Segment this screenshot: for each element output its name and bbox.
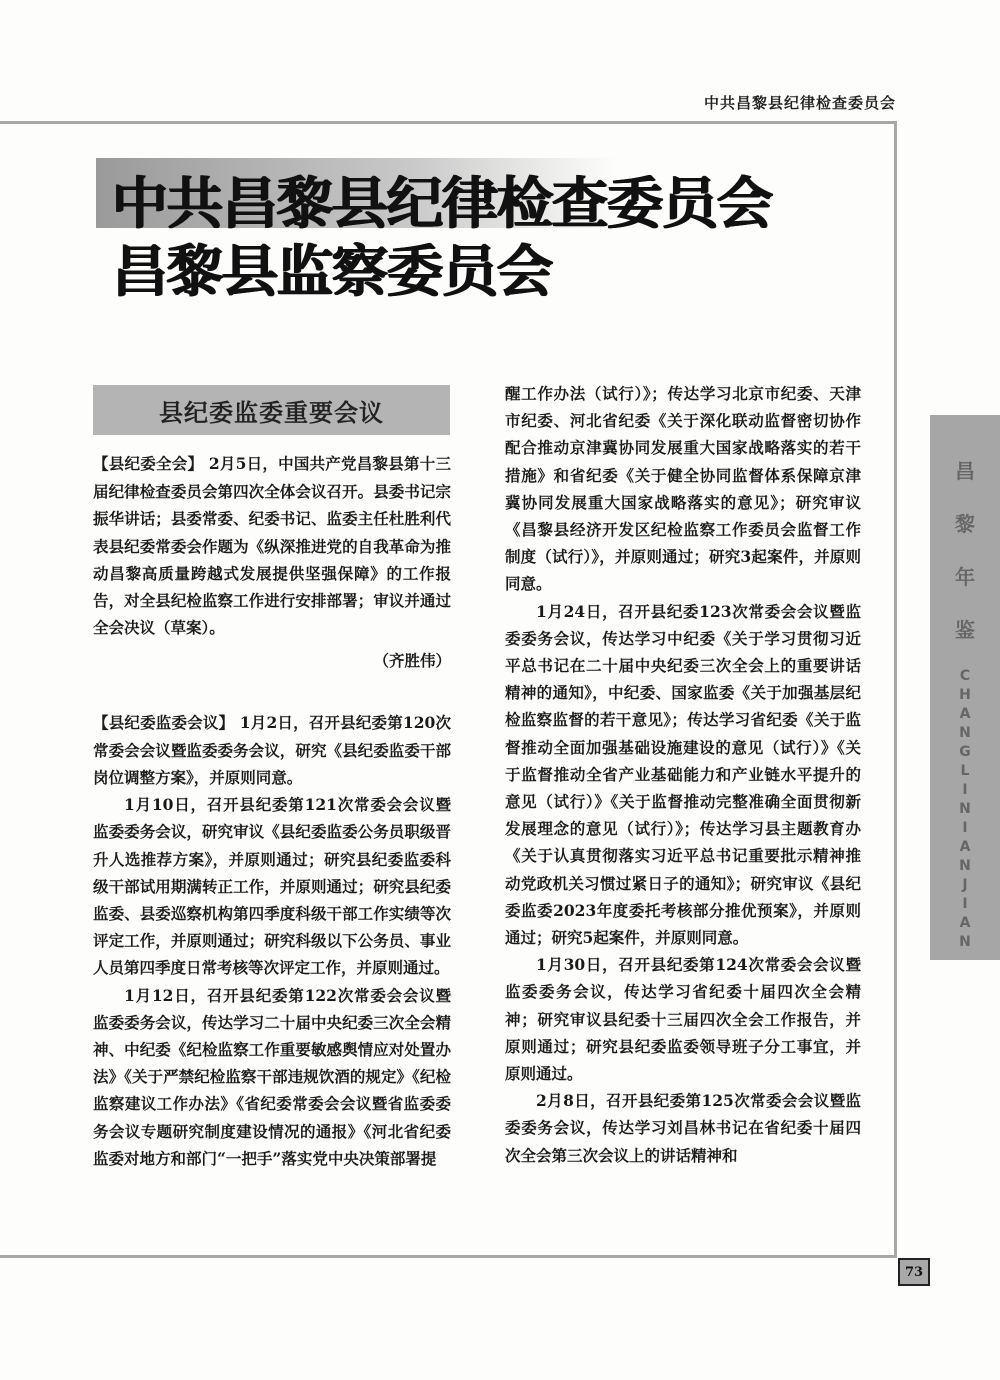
page-title-line-2: 昌黎县监察委员会 [112, 240, 552, 305]
section-heading: 县纪委监委重要会议 [93, 385, 450, 435]
byline: （齐胜伟） [373, 651, 451, 671]
paragraph-jan12-continued: 醒工作办法（试行）》；传达学习北京市纪委、天津市纪委、河北省纪委《关于深化联动监督密切协作配合推动京津冀协同发展重大国家战略落实的若干措施》和省纪委《关于健全协同监督体系保障京津冀协同发展重大国家战略落实的意见》；研究审议《昌黎县经济开发区纪检监察工作委员会监督工作制度（试行）》，并原则通过；研究3起案件，并原则同意。 [505, 384, 861, 594]
frame-top-rule [0, 121, 897, 124]
entry-text: 1月2日，召开县纪委第120次常委会会议暨监委委务会议，研究《县纪委监委干部岗位调整方案》，并原则同意。 [93, 712, 451, 788]
entry-plenary [93, 450, 451, 641]
frame-right-rule [894, 121, 897, 1258]
running-head: 中共昌黎县纪律检查委员会 [703, 94, 896, 112]
left-column [93, 450, 451, 1172]
entry-label: 【县纪委全会】 [93, 455, 204, 473]
page-number: 73 [898, 1258, 930, 1286]
paragraph-jan12: 1月12日，召开县纪委第122次常委会会议暨监委委务会议，传达学习二十届中央纪委三次全会精神、中纪委《纪检监察工作重要敏感舆情应对处置办法》《关于严禁纪检监察干部违规饮酒的规定》《纪检监察建议工作办法》《省纪委常委会会议暨省监委委务会议专题研究制度建设情况的通报》《河北省纪委监委对地方和部门“一把手”落实党中央决策部署提 [93, 985, 451, 1168]
frame-bottom-rule [0, 1255, 897, 1258]
entry-meetings [93, 709, 451, 792]
entry-text: 2月5日，中国共产党昌黎县第十三届纪律检查委员会第四次全体会议召开。县委书记宗振华讲话；县委常委、纪委书记、监委主任杜胜利代表县纪委常委会作题为《纵深推进党的自我革命为推动昌黎高质量跨越式发展提供坚强保障》的工作报告，对全县纪检监察工作进行安排部署；审议并通过全会决议（草案）。 [93, 454, 451, 638]
yearbook-side-tab [930, 415, 1000, 960]
page-title-line-1: 中共昌黎县纪律检查委员会 [112, 172, 772, 237]
paragraph-jan30: 1月30日，召开县纪委第124次常委会会议暨监委委务会议，传达学习省纪委十届四次全会精神；研究审议县纪委十三届四次全会工作报告，并原则通过；研究县纪委监委领导班子分工事宜，并原则通过。 [505, 955, 861, 1084]
entry-label: 【县纪委监委会议】 [93, 713, 235, 732]
side-tab-pinyin: C H A N G L I N I A N J I A N [959, 668, 971, 950]
side-tab-chinese: 昌 黎 年 鉴 [955, 459, 975, 642]
right-column [505, 380, 861, 1169]
paragraph-feb8: 2月8日，召开县纪委第125次常委会会议暨监委委务会议，传达学习刘昌林书记在省纪委十届四次全会第三次会议上的讲话精神和 [505, 1091, 861, 1165]
paragraph-jan24: 1月24日，召开县纪委123次常委会会议暨监委委务会议，传达学习中纪委《关于学习贯彻习近平总书记在二十届中央纪委三次全会上的重要讲话精神的通知》，中纪委、国家监委《关于加强基层纪检监察监督的若干意见》；传达学习省纪委《关于监督推动全面加强基础设施建设的意见（试行）》《关于监督推动全省产业基础能力和产业链水平提升的意见（试行）》《关于监督推动完整准确全面贯彻新发展理念的意见（试行）》；传达学习县主题教育办《关于认真贯彻落实习近平总书记重要批示精神推动党政机关习惯过紧日子的通知》；研究审议《县纪委监委2023年度委托考核部分推优预案》，并原则通过；研究5起案件，并原则同意。 [505, 601, 861, 948]
paragraph-jan10: 1月10日，召开县纪委第121次常委会会议暨监委委务会议，研究审议《县纪委监委公务员职级晋升人选推荐方案》，并原则通过；研究县纪委监委科级干部试用期满转正工作，并原则通过；研究县纪委监委、县委巡察机构第四季度科级干部工作实绩等次评定工作，并原则通过；研究科级以下公务员、事业人员第四季度日常考核等次评定工作，并原则通过。 [93, 795, 451, 978]
